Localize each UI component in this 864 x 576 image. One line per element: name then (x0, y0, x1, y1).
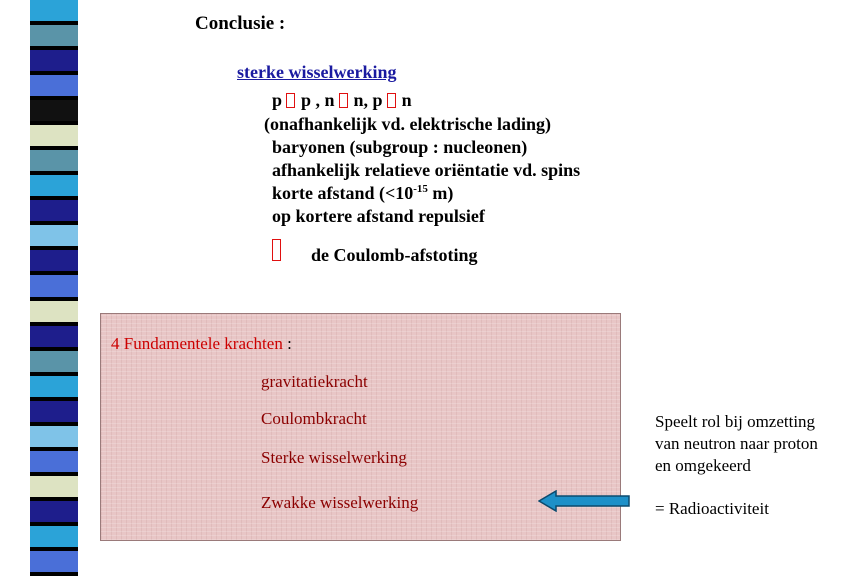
property-baryons: baryonen (subgroup : nucleonen) (272, 137, 528, 157)
reaction-np: n, p (353, 90, 383, 110)
strip-block (30, 200, 78, 221)
note-line-2: van neutron naar proton (655, 434, 818, 453)
panel-title-text: 4 Fundamentele krachten (111, 334, 283, 353)
decorative-strip (30, 0, 78, 576)
strip-block (30, 50, 78, 71)
property-repulsive: op kortere afstand repulsief (272, 206, 485, 226)
note-line-3: en omgekeerd (655, 456, 751, 475)
reaction-n: n (401, 90, 412, 110)
strip-block (30, 25, 78, 46)
strip-block (30, 326, 78, 347)
strip-block (30, 75, 78, 96)
strip-block (30, 501, 78, 522)
strip-block (30, 451, 78, 472)
strip-block (30, 301, 78, 322)
weak-force-note (655, 411, 818, 477)
force-weak: Zwakke wisselwerking (261, 493, 419, 512)
reaction-pn: p , n (301, 90, 335, 110)
exponent: -15 (413, 183, 428, 195)
strip-block (30, 426, 78, 447)
force-strong: Sterke wisselwerking (261, 448, 407, 467)
panel-title-colon: : (282, 334, 292, 353)
reaction-p: p (272, 90, 283, 110)
arrow-glyph-icon (387, 93, 396, 108)
strip-block (30, 476, 78, 497)
coulomb-line (272, 239, 478, 266)
radioactivity-label: = Radioactiviteit (655, 499, 769, 518)
left-arrow-icon (538, 490, 630, 512)
strip-block (30, 551, 78, 572)
strip-block (30, 275, 78, 296)
strip-block (30, 100, 78, 121)
strip-block (30, 376, 78, 397)
implies-glyph-icon (272, 239, 281, 261)
force-gravity: gravitatiekracht (261, 372, 368, 391)
short-range-unit: m) (427, 183, 454, 203)
strip-block (30, 250, 78, 271)
strip-block (30, 150, 78, 171)
arrow-glyph-icon (339, 93, 348, 108)
panel-title (111, 334, 292, 354)
coulomb-text: de Coulomb-afstoting (311, 245, 478, 265)
property-charge: (onafhankelijk vd. elektrische lading) (264, 114, 552, 134)
strip-block (30, 125, 78, 146)
strip-block (30, 175, 78, 196)
force-coulomb: Coulombkracht (261, 409, 367, 428)
reaction-line (272, 90, 412, 111)
strip-block (30, 225, 78, 246)
property-spin: afhankelijk relatieve oriëntatie vd. spins (272, 160, 581, 180)
note-line-1: Speelt rol bij omzetting (655, 412, 816, 431)
strip-block (30, 351, 78, 372)
arrow-glyph-icon (286, 93, 295, 108)
strip-block (30, 526, 78, 547)
slide-title: Conclusie : (195, 13, 286, 34)
property-short-range (272, 183, 453, 204)
strip-block (30, 0, 78, 21)
subtitle-sterke-wisselwerking: sterke wisselwerking (237, 62, 397, 82)
strip-block (30, 401, 78, 422)
short-range-text: korte afstand (<10 (272, 183, 414, 203)
